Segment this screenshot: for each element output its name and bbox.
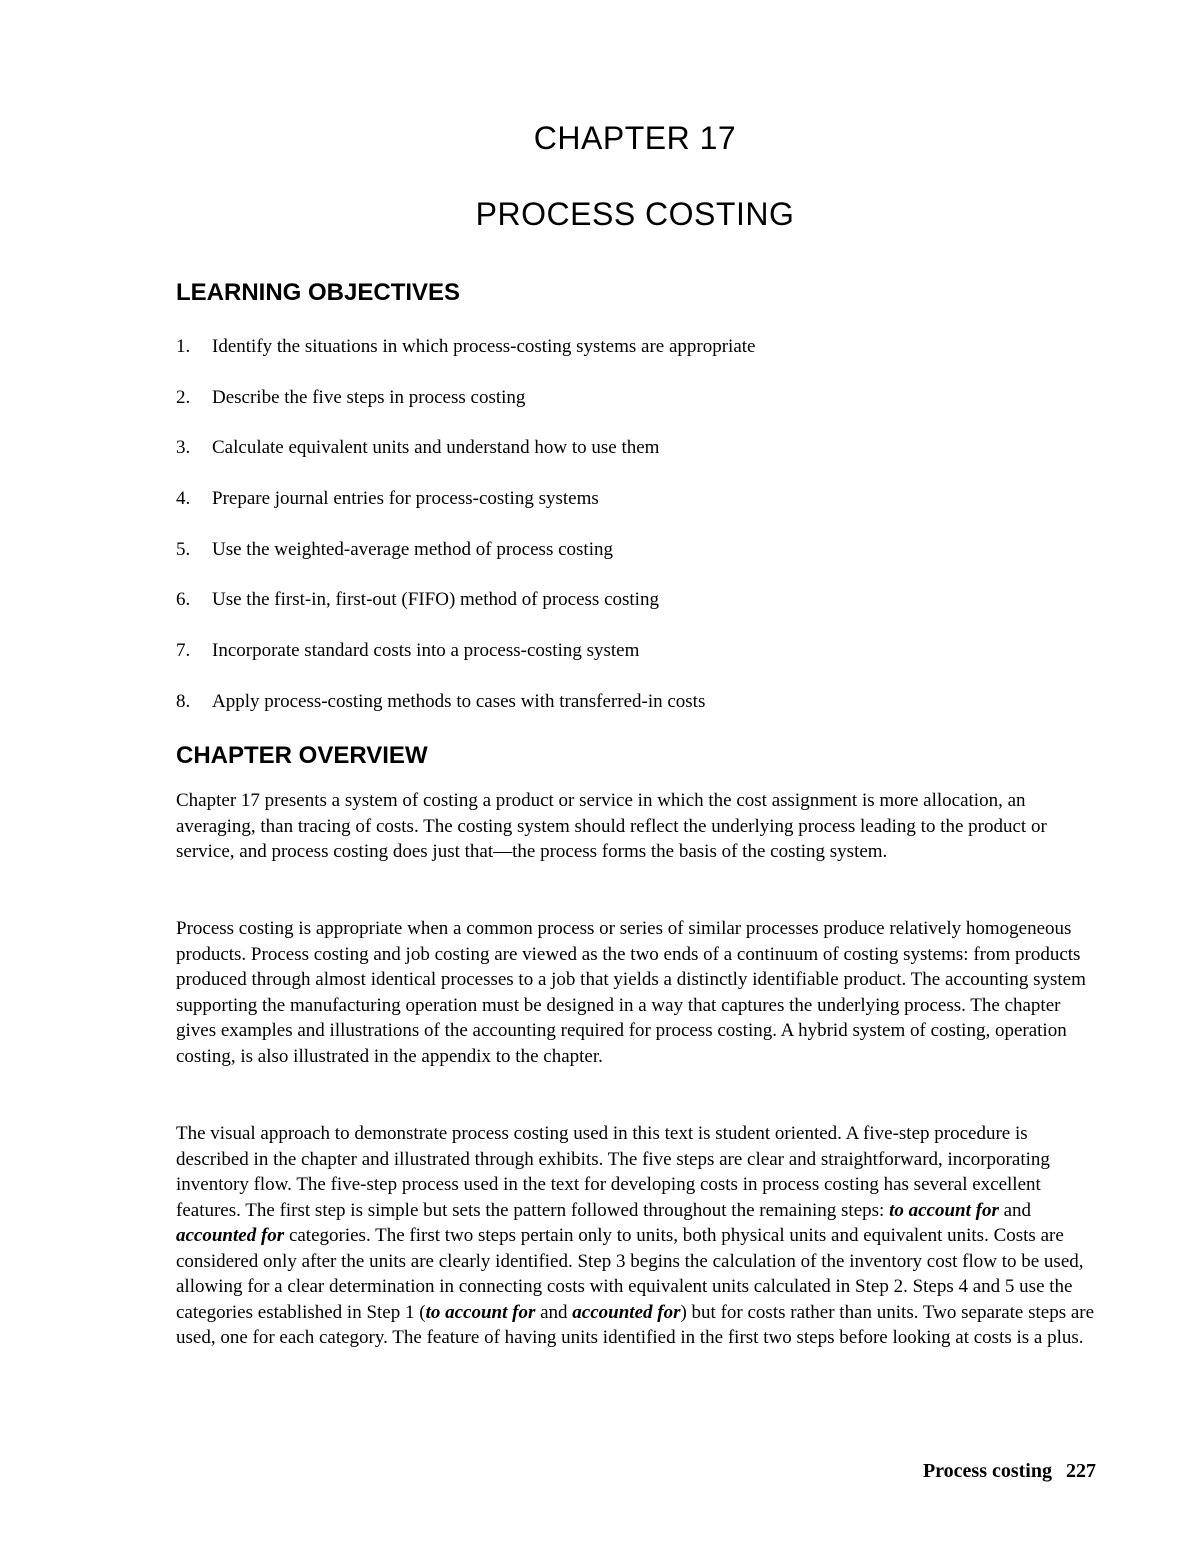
chapter-overview-heading: CHAPTER OVERVIEW [176, 742, 428, 769]
item-number: 8. [176, 690, 191, 712]
item-text: Identify the situations in which process-costing systems are appropriate [212, 336, 756, 357]
emphasis-text: to account for [425, 1301, 536, 1323]
item-text: Calculate equivalent units and understand how to use them [212, 437, 660, 459]
list-item [176, 385, 1096, 436]
list-item [176, 435, 1096, 486]
page-number: 227 [1066, 1460, 1096, 1482]
learning-objectives-heading: LEARNING OBJECTIVES [176, 279, 461, 306]
paragraph-text: and [998, 1199, 1032, 1221]
overview-paragraph-1: Chapter 17 presents a system of costing a product or service in which the cost assignment is more allocation, an averaging, than tracing of costs. The costing system should reflect the underlying process leading to the product or service, and process costing does just that—the process forms the basis of the costing system. [176, 790, 1047, 862]
item-text: Describe the five steps in process costing [212, 386, 526, 408]
emphasis-text: accounted for [176, 1225, 285, 1246]
list-item [176, 587, 1096, 638]
item-number: 1. [176, 336, 191, 357]
paragraph-text: categories. The first two steps pertain only to units, both physical units and equivalent units. Costs are considered only after the units are clearly identified. Step 3 begins the calculation of the inventory cost flow to be used, allowing for a clear determination in connecting costs with equivalent units calculated in Step 2. Steps 4 and 5 use the categories established in Step 1 ( [176, 1225, 1084, 1323]
item-number: 3. [176, 437, 191, 459]
item-number: 6. [176, 589, 191, 611]
overview-paragraph-3 [176, 1121, 1096, 1351]
paragraph-text: and [535, 1301, 573, 1323]
list-item [176, 486, 1096, 537]
list-item [176, 638, 1096, 689]
list-item [176, 537, 1096, 588]
footer-section-title: Process costing [922, 1460, 1052, 1482]
chapter-title: CHAPTER 17 [533, 120, 737, 156]
emphasis-text: to account for [889, 1199, 999, 1221]
item-text: Apply process-costing methods to cases with transferred-in costs [212, 690, 706, 712]
item-text: Incorporate standard costs into a process-costing system [212, 640, 640, 662]
chapter-subtitle: PROCESS COSTING [475, 196, 795, 232]
emphasis-text: accounted for [572, 1301, 681, 1323]
item-text: Prepare journal entries for process-costing systems [212, 488, 599, 510]
list-item [176, 689, 1096, 740]
item-number: 5. [176, 538, 191, 560]
item-text: Use the weighted-average method of process costing [212, 538, 613, 560]
paragraph-text: The visual approach to demonstrate process costing used in this text is student oriented. A five-step procedure is described in the chapter and illustrated through exhibits. The five steps are clear and straightforward, incorporating inventory flow. The five-step process used in the text for developing costs in process costing has several excellent features. The first step is simple but sets the pattern followed throughout the remaining steps: [176, 1123, 1050, 1221]
item-number: 7. [176, 640, 191, 662]
paragraph-text: ) but for costs rather than units. Two separate steps are used, one for each category. The feature of having units identified in the first two steps before looking at costs is a plus. [176, 1301, 1095, 1348]
learning-objectives-list [176, 334, 1096, 740]
item-number: 4. [176, 488, 191, 510]
list-item [176, 334, 1096, 385]
page-footer [923, 1458, 1096, 1484]
item-text: Use the first-in, first-out (FIFO) method of process costing [212, 589, 659, 611]
item-number: 2. [176, 386, 191, 408]
overview-paragraph-2: Process costing is appropriate when a common process or series of similar processes produce relatively homogeneous products. Process costing and job costing are viewed as the two ends of a continuum of costing systems: from products produced through almost identical processes to a job that yields a distinctly identifiable product. The accounting system supporting the manufacturing operation must be designed in a way that captures the underlying process. The chapter gives examples and illustrations of the accounting required for process costing. A hybrid system of costing, operation costing, is also illustrated in the appendix to the chapter. [176, 918, 1086, 1067]
